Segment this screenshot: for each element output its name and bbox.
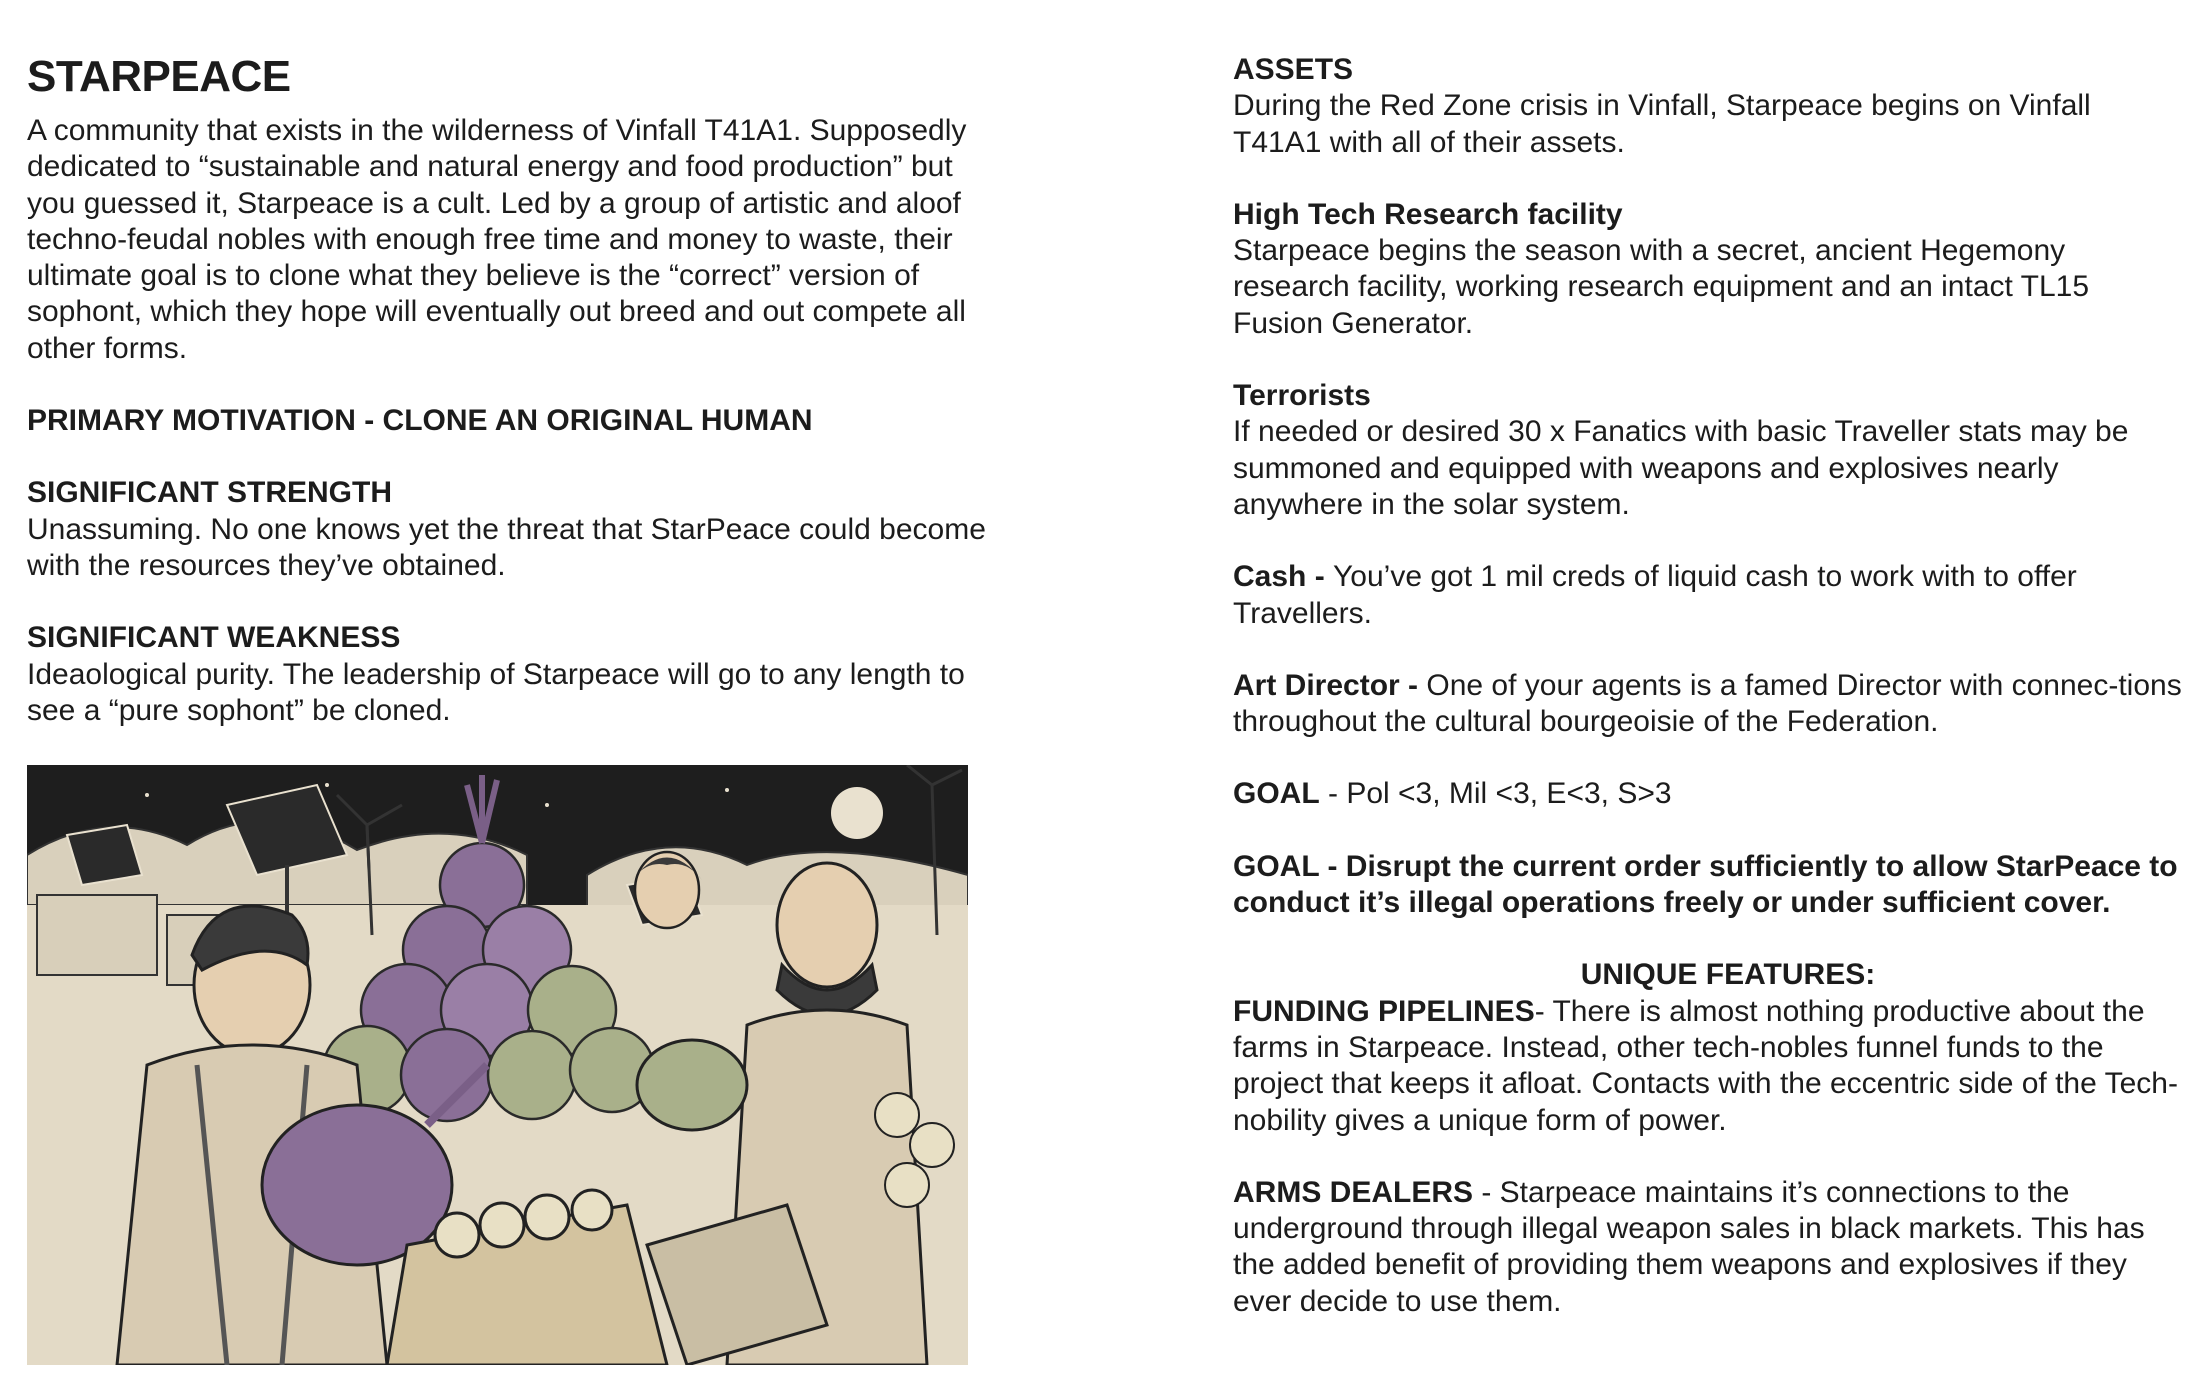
weakness-text: Ideaological purity. The leadership of Starpeace will go to any length to see a “pure sophont” be cloned. — [27, 657, 965, 727]
terrorists-text: If needed or desired 30 x Fanatics with basic Traveller stats may be summoned and equipped with weapons and explosives nearly anywhere in the solar system. — [1233, 415, 2129, 521]
cash-heading: Cash - — [1233, 560, 1334, 594]
terrorists-section — [1233, 378, 2183, 523]
strength-text: Unassuming. No one knows yet the threat that StarPeace could become with the resources they’ve obtained. — [27, 512, 986, 582]
research-section — [1233, 197, 2183, 342]
arms-dealers-heading: ARMS DEALERS — [1233, 1175, 1474, 1209]
assets-text: During the Red Zone crisis in Vinfall, Starpeace begins on Vinfall T41A1 with all of their assets. — [1233, 89, 2091, 159]
intro-paragraph: A community that exists in the wilderness of Vinfall T41A1. Supposedly dedicated to “sustainable and natural energy and food production” but you guessed it, Starpeace is a cult. Led by a group of artistic and aloof techno-feudal nobles with enough free time and money to waste, their ultimate goal is to clone what they believe is the “correct” version of sophont, which they hope will eventually out breed and out compete all other forms. — [27, 114, 967, 365]
right-column — [1233, 0, 2183, 1320]
terrorists-heading: Terrorists — [1233, 379, 1371, 413]
goal-stats-text: - Pol <3, Mil <3, E<3, S>3 — [1319, 777, 1672, 811]
funding-text: - There is almost nothing productive about the farms in Starpeace. Instead, other tech-nobles funnel funds to the project that keeps it afloat. Contacts with the eccentric side of the Tech-nobility gives a unique form of power. — [1233, 994, 2178, 1137]
unique-features-section — [1233, 957, 2183, 1138]
art-director-heading: Art Director - — [1233, 668, 1427, 702]
goal-stats-heading: GOAL — [1233, 777, 1320, 811]
motivation-section — [27, 403, 987, 439]
farmers-illustration — [27, 765, 968, 1365]
cash-text: You’ve got 1 mil creds of liquid cash to work with to offer Travellers. — [1233, 560, 2077, 630]
art-director-section — [1233, 668, 2183, 741]
farmers-with-giant-vegetables-illustration — [27, 765, 968, 1365]
art-director-text: One of your agents is a famed Director with connec-tions throughout the cultural bourgeoisie of the Federation. — [1233, 668, 2182, 739]
moon-icon — [831, 787, 883, 839]
strength-section — [27, 475, 987, 584]
cash-section — [1233, 559, 2183, 632]
arms-dealers-text: - Starpeace maintains it’s connections to the underground through illegal weapon sales in black markets. This has the added benefit of providing them weapons and explosives if they ever decide to use them. — [1233, 1175, 2145, 1318]
weakness-heading: SIGNIFICANT WEAKNESS — [27, 621, 401, 655]
left-column — [27, 0, 987, 729]
weakness-section — [27, 620, 987, 729]
funding-heading: FUNDING PIPELINES — [1233, 994, 1535, 1028]
unique-features-heading: UNIQUE FEATURES: — [1580, 958, 1876, 992]
assets-section — [1233, 52, 2183, 161]
assets-heading: ASSETS — [1233, 53, 1354, 86]
strength-heading: SIGNIFICANT STRENGTH — [27, 476, 392, 510]
research-heading: High Tech Research facility — [1233, 197, 1623, 231]
motivation-heading: PRIMARY MOTIVATION - CLONE AN ORIGINAL HUMAN — [27, 404, 813, 438]
arms-dealers-section — [1233, 1175, 2183, 1320]
research-text: Starpeace begins the season with a secret, ancient Hegemony research facility, working research equipment and an intact TL15 Fusion Generator. — [1233, 234, 2090, 340]
goal-stats-section — [1233, 776, 2183, 812]
page-title: STARPEACE — [27, 52, 291, 101]
goal-disrupt-section: GOAL - Disrupt the current order sufficiently to allow StarPeace to conduct it’s illegal operations freely or under sufficient cover. — [1233, 849, 2178, 920]
